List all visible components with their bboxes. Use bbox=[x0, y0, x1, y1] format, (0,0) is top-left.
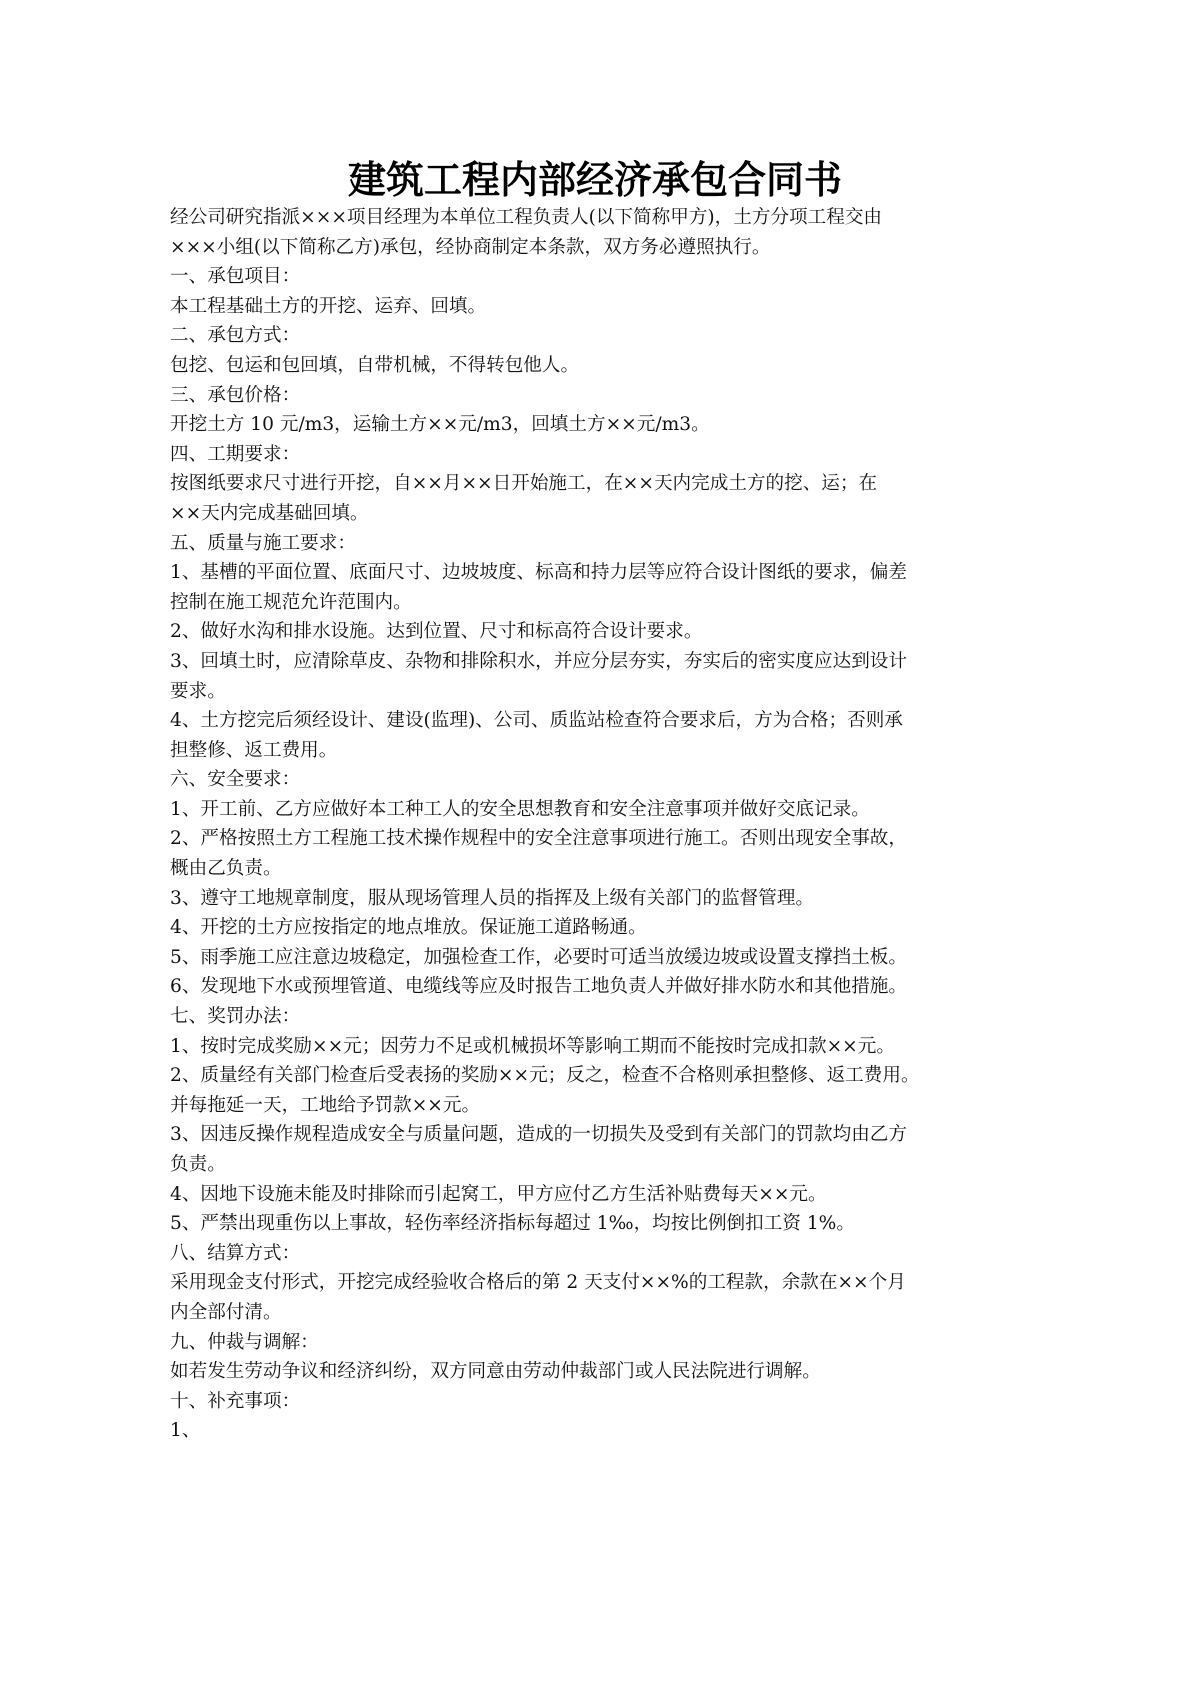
section-4-text-2: ××天内完成基础回填。 bbox=[170, 502, 369, 524]
section-heading-3: 三、承包价格： bbox=[170, 384, 301, 406]
section-6-item-4: 4、开挖的土方应按指定的地点堆放。保证施工道路畅通。 bbox=[170, 917, 647, 939]
intro-line-2: ×××小组(以下简称乙方)承包，经协商制定本条款，双方务必遵照执行。 bbox=[170, 236, 771, 258]
section-heading-7: 七、奖罚办法： bbox=[170, 1006, 301, 1028]
section-7-item-3b: 负责。 bbox=[170, 1154, 226, 1175]
section-10-item-1: 1、 bbox=[170, 1420, 201, 1442]
document-title: 建筑工程内部经济承包合同书 bbox=[347, 157, 842, 202]
section-7-item-2b: 并每拖延一天，工地给予罚款××元。 bbox=[170, 1094, 481, 1116]
section-heading-4: 四、工期要求： bbox=[170, 443, 301, 465]
section-6-item-3: 3、遵守工地规章制度，服从现场管理人员的指挥及上级有关部门的监督管理。 bbox=[170, 887, 815, 909]
section-heading-9: 九、仲裁与调解： bbox=[170, 1331, 319, 1353]
section-7-item-5: 5、严禁出现重伤以上事故，轻伤率经济指标每超过 1‰，均按比例倒扣工资 1%。 bbox=[170, 1213, 855, 1235]
section-7-item-3a: 3、因违反操作规程造成安全与质量问题，造成的一切损失及受到有关部门的罚款均由乙方 bbox=[170, 1124, 907, 1146]
section-5-item-4b: 担整修、返工费用。 bbox=[170, 739, 338, 761]
section-heading-5: 五、质量与施工要求： bbox=[170, 532, 356, 554]
section-5-item-1b: 控制在施工规范允许范围内。 bbox=[170, 591, 412, 613]
section-6-item-6: 6、发现地下水或预埋管道、电缆线等应及时报告工地负责人并做好排水防水和其他措施。 bbox=[170, 976, 907, 998]
section-8-text-1: 采用现金支付形式，开挖完成经验收合格后的第 2 天支付××%的工程款，余款在××个月 bbox=[170, 1272, 906, 1294]
section-5-item-4a: 4、土方挖完后须经设计、建设(监理)、公司、质监站检查符合要求后，方为合格；否则承 bbox=[170, 710, 903, 732]
section-3-text: 开挖土方 10 元/m3，运输土方××元/m3，回填土方××元/m3。 bbox=[170, 414, 710, 436]
section-5-item-1a: 1、基槽的平面位置、底面尺寸、边坡坡度、标高和持力层等应符合设计图纸的要求，偏差 bbox=[170, 562, 907, 584]
section-2-text: 包挖、包运和包回填，自带机械，不得转包他人。 bbox=[170, 354, 580, 376]
section-1-text: 本工程基础土方的开挖、运弃、回填。 bbox=[170, 295, 487, 317]
section-4-text-1: 按图纸要求尺寸进行开挖，自××月××日开始施工，在××天内完成土方的挖、运；在 bbox=[170, 473, 878, 495]
section-6-item-2b: 概由乙负责。 bbox=[170, 858, 282, 880]
section-7-item-1: 1、按时完成奖励××元；因劳力不足或机械损坏等影响工期而不能按时完成扣款××元。 bbox=[170, 1035, 895, 1057]
section-7-item-4: 4、因地下设施未能及时排除而引起窝工，甲方应付乙方生活补贴费每天××元。 bbox=[170, 1183, 827, 1205]
section-5-item-2: 2、做好水沟和排水设施。达到位置、尺寸和标高符合设计要求。 bbox=[170, 621, 703, 643]
section-heading-6: 六、安全要求： bbox=[170, 769, 301, 791]
section-heading-8: 八、结算方式： bbox=[170, 1242, 301, 1264]
document-body bbox=[170, 203, 1030, 1446]
section-5-item-3a: 3、回填土时，应清除草皮、杂物和排除积水，并应分层夯实，夯实后的密实度应达到设计 bbox=[170, 650, 907, 672]
section-5-item-3b: 要求。 bbox=[170, 680, 226, 702]
section-6-item-2a: 2、严格按照土方工程施工技术操作规程中的安全注意事项进行施工。否则出现安全事故， bbox=[170, 828, 907, 850]
intro-line-1: 经公司研究指派×××项目经理为本单位工程负责人(以下简称甲方)，土方分项工程交由 bbox=[170, 207, 883, 228]
section-9-text: 如若发生劳动争议和经济纠纷，双方同意由劳动仲裁部门或人民法院进行调解。 bbox=[170, 1361, 821, 1383]
section-8-text-2: 内全部付清。 bbox=[170, 1301, 282, 1323]
section-6-item-5: 5、雨季施工应注意边坡稳定，加强检查工作，必要时可适当放缓边坡或设置支撑挡土板。 bbox=[170, 946, 907, 968]
section-7-item-2a: 2、质量经有关部门检查后受表扬的奖励××元；反之，检查不合格则承担整修、返工费用。 bbox=[170, 1065, 920, 1087]
section-heading-1: 一、承包项目： bbox=[170, 266, 301, 288]
section-6-item-1: 1、开工前、乙方应做好本工种工人的安全思想教育和安全注意事项并做好交底记录。 bbox=[170, 798, 870, 820]
section-heading-10: 十、补充事项： bbox=[170, 1390, 301, 1412]
section-heading-2: 二、承包方式： bbox=[170, 325, 301, 347]
